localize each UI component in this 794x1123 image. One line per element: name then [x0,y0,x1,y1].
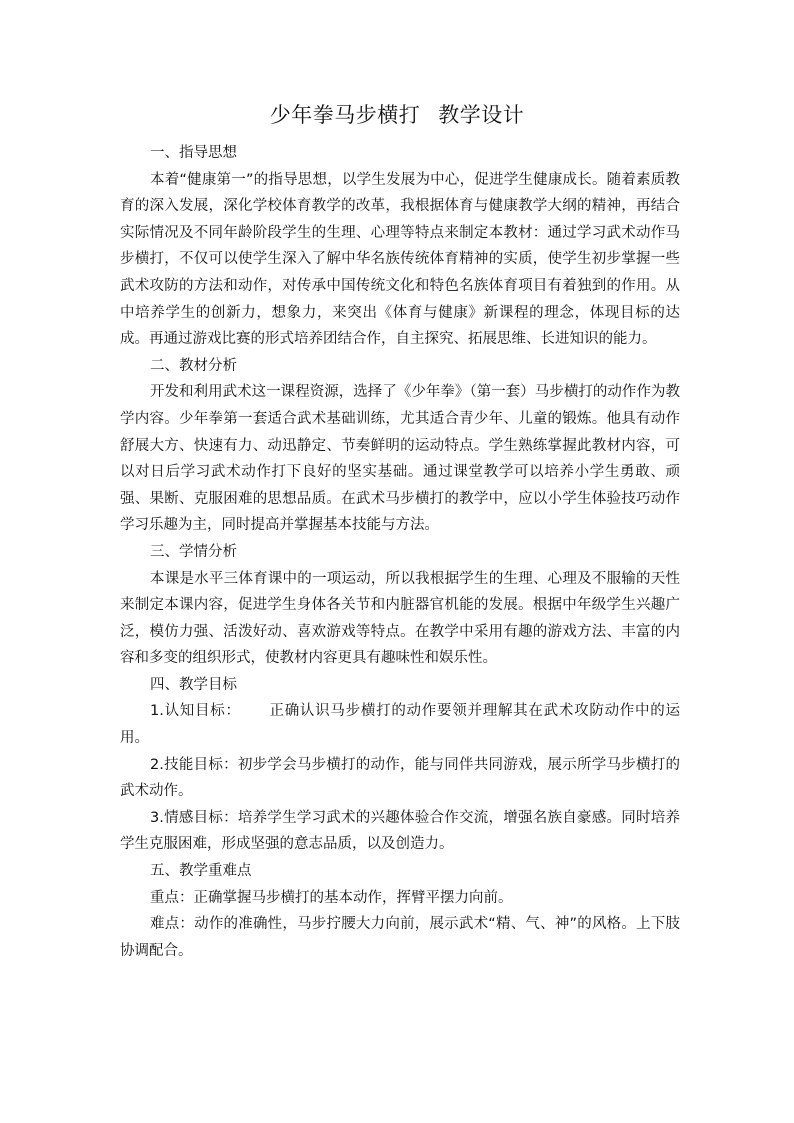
goal-text: 初步学会马步横打的动作，能与同伴共同游戏，展示所学马步横打的武术动作。 [120,756,680,800]
title-main: 少年拳马步横打 [269,103,421,127]
point-text: 动作的准确性，马步拧腰大力向前，展示武术“精、气、神”的风格。上下肢协调配合。 [120,916,680,959]
section-heading-learner-analysis: 三、学情分析 [150,543,237,560]
goal-item-emotion [120,805,680,858]
goal-text: 培养学生学习武术的兴趣体验合作交流，增强名族自豪感。同时培养学生克服困难，形成坚强的意志品质，以及创造力。 [120,809,680,853]
point-label: 难点： [150,916,195,933]
paragraph: 本着“健康第一”的指导思想，以学生发展为中心，促进学生健康成长。随着素质教育的深入发展，深化学校体育教学的改革，我根据体育与健康教学大纲的精神，再结合实际情况及不同年龄阶段学生的生理、心理等特点来制定本教材：通过学习武术动作马步横打，不仅可以使学生深入了解中华名族传统体育精神的实质，使学生初步掌握一些武术攻防的方法和动作，对传承中国传统文化和特色名族体育项目有着独到的作用。从中培养学生的创新力，想象力，来突出《体育与健康》新课程的理念，体现目标的达成。再通过游戏比赛的形式培养团结合作，自主探究、拓展思维、长进知识的能力。 [120,171,680,348]
key-point-item [120,885,680,912]
goal-item-skill [120,752,680,805]
document-body [120,140,680,964]
goal-label: 2.技能目标： [150,756,238,773]
goal-item-cognitive [120,698,680,751]
goal-label: 1.认知目标： [150,703,241,720]
goal-text: 正确认识马步横打的动作要领并理解其在武术攻防动作中的运用。 [120,703,680,747]
section-heading-guiding-ideology: 一、指导思想 [150,145,237,161]
point-text: 正确掌握马步横打的基本动作，挥臂平摆力向前。 [193,889,513,906]
difficult-point-item [120,911,680,964]
section-heading-material-analysis: 二、教材分析 [150,357,237,374]
point-label: 重点： [150,889,194,906]
paragraph: 开发和利用武术这一课程资源，选择了《少年拳》（第一套）马步横打的动作作为教学内容。少年拳第一套适合武术基础训练，尤其适合青少年、儿童的锻炼。他具有动作舒展大方、快速有力、动迅静定、节奏鲜明的运动特点。学生熟练掌握此教材内容，可以对日后学习武术动作打下良好的坚实基础。通过课堂教学可以培养小学生勇敢、顽强、果断、克服困难的思想品质。在武术马步横打的教学中，应以小学生体验技巧动作学习乐趣为主，同时提高并掌握基本技能与方法。 [120,384,680,534]
document-title [0,101,794,129]
title-sub: 教学设计 [438,103,525,127]
goal-label: 3.情感目标： [150,809,238,826]
section-heading-key-difficult-points: 五、教学重难点 [150,863,252,880]
paragraph: 本课是水平三体育课中的一项运动，所以我根据学生的生理、心理及不服输的天性来制定本课内容，促进学生身体各关节和内脏器官机能的发展。根据中年级学生兴趣广泛，模仿力强、活泼好动、喜欢游戏等特点。在教学中采用有趣的游戏方法、丰富的内容和多变的组织形式，使教材内容更具有趣味性和娱乐性。 [120,570,680,667]
section-heading-teaching-goals: 四、教学目标 [150,676,237,693]
